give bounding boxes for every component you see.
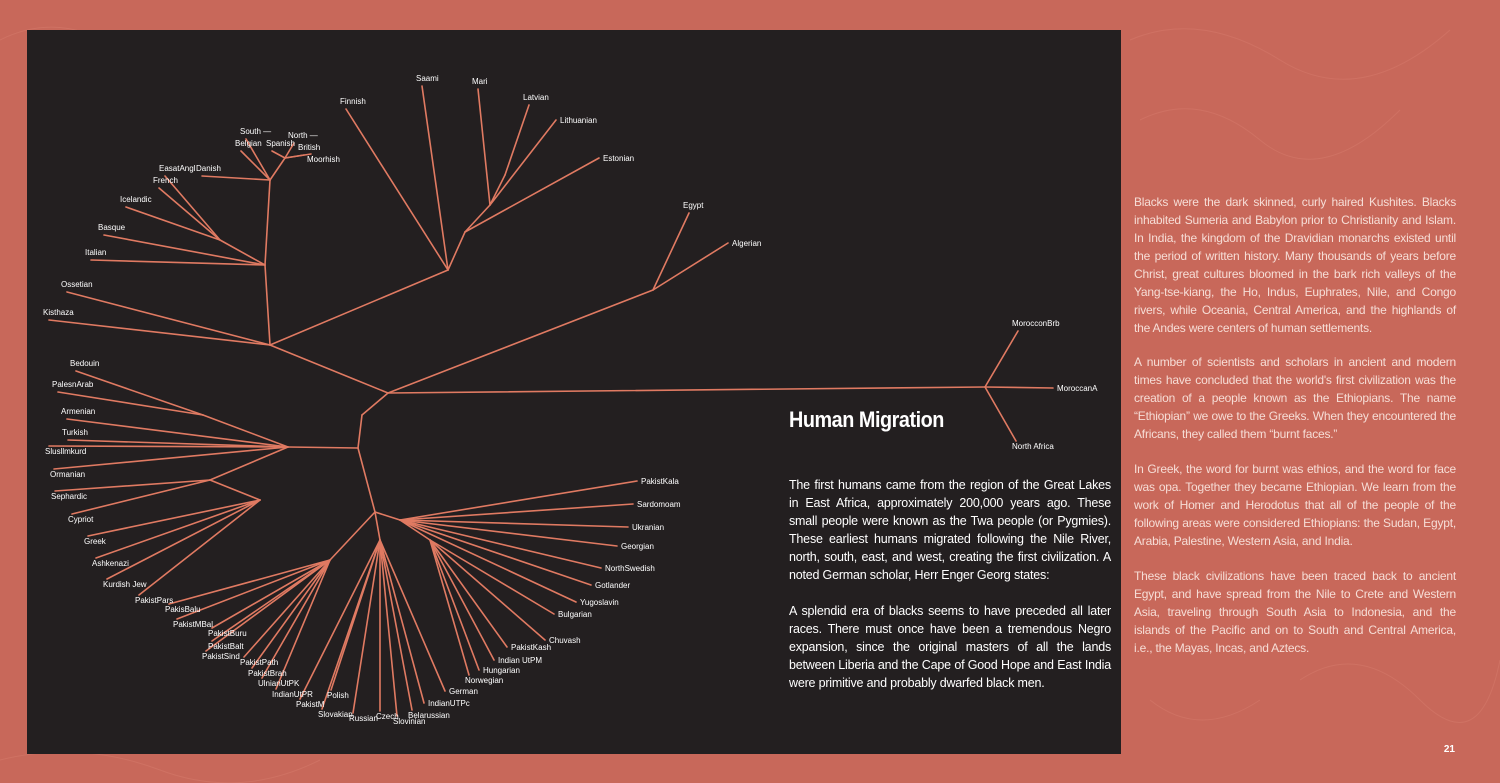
tree-branch: [375, 512, 380, 540]
tree-leaf-label: Yugoslavin: [580, 598, 619, 607]
tree-leaf-label: Polish: [327, 691, 349, 700]
tree-branch: [358, 415, 362, 448]
tree-leaf-label: PakistSind: [202, 652, 240, 661]
tree-leaf-label: Kurdish Jew: [103, 580, 147, 589]
tree-leaf-label: Saami: [416, 74, 439, 83]
tree-leaf-label: Bulgarian: [558, 610, 592, 619]
tree-branch: [270, 158, 285, 180]
tree-leaf-branch: [400, 520, 591, 585]
tree-leaf-branch: [430, 540, 494, 660]
tree-leaf-label: Finnish: [340, 97, 366, 106]
tree-leaf-label: PakistBalt: [208, 642, 244, 651]
tree-leaf-label: Sardomoam: [637, 500, 681, 509]
tree-leaf-label: Ossetian: [61, 280, 93, 289]
tree-leaf-branch: [139, 500, 260, 595]
tree-leaf-label: German: [449, 687, 478, 696]
tree-leaf-branch: [478, 89, 490, 205]
side-paragraph-3: In Greek, the word for burnt was ethios, and the word for face was opa. Together they became Ethiopian. We learn from the work of Homer and Herodotus that all of the people of the following areas were considered Ethiopians: the Sudan, Egypt, Arabia, Palestine, Western Asia, and India.: [1134, 462, 1456, 548]
tree-leaf-label: Gotlander: [595, 581, 631, 590]
tree-leaf-label: PakistKala: [641, 477, 679, 486]
tree-leaf-label: PakistMBal: [173, 620, 214, 629]
tree-leaf-branch: [490, 120, 556, 205]
tree-leaf-label: Danish: [196, 164, 221, 173]
tree-leaf-label: Estonian: [603, 154, 635, 163]
tree-leaf-label: Belarussian: [408, 711, 450, 720]
tree-leaf-branch: [380, 540, 424, 703]
tree-leaf-branch: [430, 540, 479, 670]
tree-leaf-label: Kisthaza: [43, 308, 74, 317]
tree-branch: [270, 270, 448, 345]
intro-paragraph: The first humans came from the region of the Great Lakes in East Africa, approximately 200,000 years ago. These small people were known as the Twa people (or Pygmies). These earliest humans migrated following the Nile River, north, south, east, and west, creating the first civilization. A noted German scholar, Herr Enger Georg states:: [789, 478, 1111, 582]
tree-branch: [388, 290, 653, 393]
tree-leaf-label: Norwegian: [465, 676, 504, 685]
tree-leaf-branch: [985, 387, 1016, 441]
tree-leaf-label: UlnianUtPK: [258, 679, 300, 688]
tree-leaf-branch: [169, 560, 330, 604]
tree-leaf-branch: [430, 540, 507, 647]
tree-leaf-label: IndianUtPR: [272, 690, 313, 699]
tree-leaf-branch: [465, 158, 599, 232]
tree-leaf-branch: [54, 447, 288, 469]
tree-leaf-label: Mari: [472, 77, 488, 86]
tree-branch: [388, 387, 985, 393]
tree-leaf-label: PakistM: [296, 700, 325, 709]
diagram-panel: [27, 30, 1121, 754]
tree-leaf-branch: [422, 86, 448, 270]
tree-leaf-branch: [272, 151, 285, 158]
tree-leaf-branch: [49, 320, 270, 345]
tree-branch: [358, 448, 375, 512]
tree-leaf-label: British: [298, 143, 321, 152]
side-paragraph-1: Blacks were the dark skinned, curly haired Kushites. Blacks inhabited Sumeria and Babylon prior to Christianity and Islam. In India, the kingdom of the Dravidian monarchs existed until the period of written history. Many thousands of years before Christ, great cultures bloomed in the bark rich valleys of the Yang-tse-kiang, the Ho, Indus, Euphrates, Nile, and Congo rivers, while Oceania, Central America, and the highlands of the Andes were centers of human settlements.: [1134, 195, 1456, 335]
tree-leaf-branch: [505, 105, 529, 175]
tree-branch: [265, 180, 270, 265]
tree-leaf-label: French: [153, 176, 178, 185]
tree-leaf-label: Belgian: [235, 139, 262, 148]
tree-leaf-label: North Africa: [1012, 442, 1054, 451]
tree-branch: [210, 447, 288, 480]
tree-leaf-label: PakisBalu: [165, 605, 201, 614]
tree-leaf-branch: [400, 504, 633, 520]
tree-leaf-label: Icelandic: [120, 195, 152, 204]
tree-leaf-label: Sephardic: [51, 492, 88, 501]
tree-leaf-branch: [400, 520, 601, 568]
tree-leaf-label: Turkish: [62, 428, 88, 437]
tree-leaf-branch: [380, 540, 412, 710]
page-title: Human Migration: [789, 407, 944, 432]
tree-leaf-label: South —: [240, 127, 272, 136]
tree-leaf-label: NorthSwedish: [605, 564, 655, 573]
tree-leaf-branch: [985, 331, 1018, 387]
side-paragraph-2: A number of scientists and scholars in ancient and modern times have concluded that the world's first civilization was the creation of a people known as the Ethiopians. The name “Ethiopian” we owe to the Greeks. When they encountered the Africans, they called them “burnt faces.”: [1134, 355, 1456, 441]
tree-leaf-branch: [400, 481, 637, 520]
tree-leaf-label: Basque: [98, 223, 126, 232]
tree-leaf-label: PakistBrah: [248, 669, 287, 678]
tree-leaf-label: Indian UtPM: [498, 656, 543, 665]
tree-leaf-label: PakistPars: [135, 596, 174, 605]
tree-branch: [265, 265, 270, 345]
tree-branch: [270, 345, 388, 393]
tree-leaf-label: Russian: [349, 714, 378, 723]
tree-leaf-label: Italian: [85, 248, 107, 257]
tree-leaf-branch: [380, 540, 445, 691]
tree-leaf-label: Spanish: [266, 139, 295, 148]
tree-branch: [465, 205, 490, 232]
tree-leaf-label: North —: [288, 131, 318, 140]
tree-branch: [288, 447, 358, 448]
tree-leaf-label: MoroccanA: [1057, 384, 1098, 393]
tree-branch: [362, 393, 388, 415]
tree-leaf-label: PalesnArab: [52, 380, 94, 389]
tree-leaf-branch: [430, 540, 545, 640]
tree-leaf-label: IndianUTPc: [428, 699, 470, 708]
tree-leaf-label: Algerian: [732, 239, 762, 248]
tree-leaf-label: Armenian: [61, 407, 96, 416]
tree-leaf-label: PakistPath: [240, 658, 279, 667]
tree-leaf-branch: [985, 387, 1053, 388]
tree-branch: [330, 512, 375, 560]
tree-leaf-branch: [212, 560, 330, 628]
tree-leaf-label: Slovakian: [318, 710, 353, 719]
tree-leaf-branch: [67, 292, 270, 345]
tree-leaf-label: Slovinian: [393, 717, 426, 726]
tree-leaf-label: Moorhish: [307, 155, 340, 164]
page-number: 21: [1443, 744, 1455, 755]
tree-leaf-label: Slusllmkurd: [45, 447, 87, 456]
tree-leaf-label: PakistBuru: [208, 629, 247, 638]
tree-leaf-branch: [202, 176, 270, 180]
tree-leaf-label: Ashkenazi: [92, 559, 129, 568]
tree-branch: [490, 175, 505, 205]
tree-branch: [375, 512, 400, 520]
tree-leaf-label: Cypriot: [68, 515, 94, 524]
tree-leaf-branch: [322, 540, 380, 709]
tree-leaf-label: Georgian: [621, 542, 654, 551]
side-paragraph-4: These black civilizations have been traced back to ancient Egypt, and have spread from the Nile to Crete and Western Asia, traveling through South Asia to Indonesia, and the islands of the Pacific and on to South and Central America, i.e., the Mayas, Incas, and Aztecs.: [1134, 569, 1456, 655]
tree-leaf-label: EasatAngl: [159, 164, 196, 173]
tree-leaf-label: Chuvash: [549, 636, 581, 645]
tree-leaf-branch: [346, 109, 448, 270]
tree-leaf-label: Bedouin: [70, 359, 100, 368]
tree-leaf-branch: [244, 560, 330, 657]
tree-leaf-label: Ormanian: [50, 470, 86, 479]
tree-leaf-label: PakistKash: [511, 643, 552, 652]
tree-leaf-label: Greek: [84, 537, 106, 546]
tree-branch: [448, 232, 465, 270]
tree-leaf-branch: [380, 540, 397, 716]
tree-leaf-label: Czech: [376, 712, 399, 721]
tree-leaf-label: Ukranian: [632, 523, 665, 532]
tree-leaf-branch: [107, 500, 260, 579]
tree-leaf-label: Latvian: [523, 93, 549, 102]
tree-leaf-label: Hungarian: [483, 666, 520, 675]
tree-leaf-branch: [159, 188, 220, 240]
tree-leaf-label: MorocconBrb: [1012, 319, 1060, 328]
tree-leaf-label: Egypt: [683, 201, 704, 210]
tree-branch: [210, 480, 260, 500]
quote-paragraph: A splendid era of blacks seems to have preceded all later races. There must once have been a tremendous Negro expansion, since the original masters of all the lands between Liberia and the Cape of Good Hope and East India were primitive and probably dwarfed black men.: [789, 604, 1111, 690]
tree-leaf-label: Lithuanian: [560, 116, 597, 125]
